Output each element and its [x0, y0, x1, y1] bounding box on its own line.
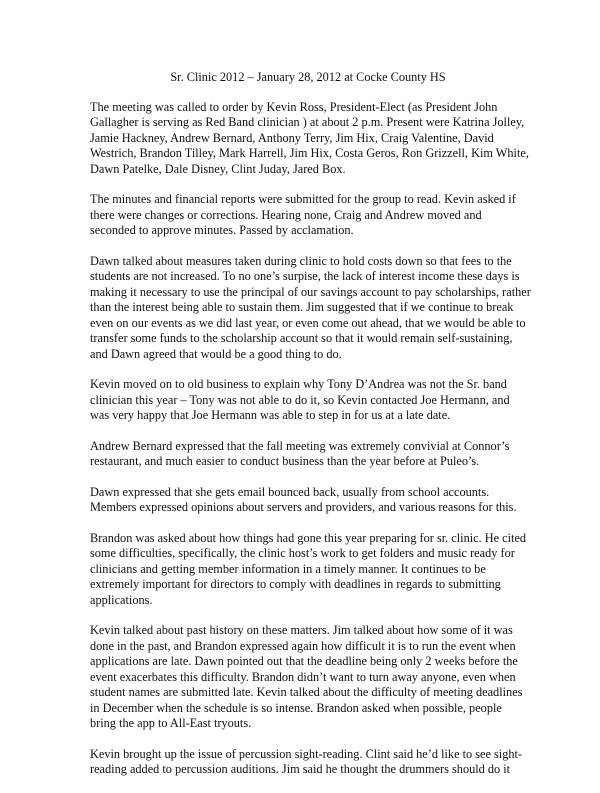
text-line: Westrich, Brandon Tilley, Mark Harrell, Jim Hix, Costa Geros, Ron Grizzell, Kim White, [90, 146, 529, 160]
text-line: Dawn expressed that she gets email bounced back, usually from school accounts. [90, 484, 490, 499]
text-line: student names are submitted late. Kevin talked about the difficulty of meeting deadlines [90, 685, 523, 699]
paragraph-9 [90, 746, 523, 778]
text-line: Kevin moved on to old business to explain why Tony D’Andrea was not the Sr. band [90, 377, 507, 391]
text-line: applications are late. Dawn pointed out that the deadline being only 2 weeks before the [90, 654, 518, 668]
text-line: than the interest being able to sustain them. Jim suggested that if we continue to break [90, 300, 514, 314]
text-line: bring the app to All-East tryouts. [90, 716, 252, 730]
text-line: Kevin talked about past history on these matters. Jim talked about how some of it was [90, 623, 513, 637]
document-page [90, 70, 531, 793]
text-line: Members expressed opinions about servers and providers, and various reasons for this. [90, 500, 517, 514]
document-body [90, 99, 531, 778]
text-line: clinician this year – Tony was not able to do it, so Kevin contacted Joe Hermann, and [90, 392, 510, 407]
paragraph-3 [90, 253, 531, 363]
text-line: making it necessary to use the principal of our savings account to pay scholarships, rather [90, 284, 531, 299]
text-line: Dawn Patelke, Dale Disney, Clint Juday, Jared Box. [90, 161, 346, 176]
text-line: The meeting was called to order by Kevin Ross, President-Elect (as President John [90, 99, 498, 114]
text-line: some difficulties, specifically, the clinic host’s work to get folders and music ready for [90, 546, 515, 560]
text-line: clinicians and getting member information in a timely manner. It continues to be [90, 561, 486, 576]
text-line: Andrew Bernard expressed that the fall meeting was extremely convivial at Connor’s [90, 438, 510, 453]
text-line: Gallagher is serving as Red Band clinician ) at about 2 p.m. Present were Katrina Jolley, [90, 115, 525, 129]
text-line: reading added to percussion auditions. Jim said he thought the drummers should do it [90, 762, 511, 776]
paragraph-7 [90, 530, 527, 609]
paragraph-1 [90, 99, 529, 178]
paragraph-2 [90, 192, 520, 239]
text-line: event exacerbates this difficulty. Brandon didn’t want to turn away anyone, even when [90, 669, 516, 684]
text-line: even on our events as we did last year, or even come out ahead, that we would be able to [90, 315, 526, 330]
text-line: and Dawn agreed that would be a good thing to do. [90, 346, 342, 361]
text-line: extremely important for directors to comply with deadlines in regards to submitting [90, 577, 501, 591]
paragraph-4 [90, 377, 520, 424]
text-line: restaurant, and much easier to conduct business than the year before at Puleo’s. [90, 454, 480, 468]
text-line: Jamie Hackney, Andrew Bernard, Anthony Terry, Jim Hix, Craig Valentine, David [90, 130, 494, 145]
text-line: students are not increased. To no one’s surpise, the lack of interest income these days is [90, 269, 520, 283]
text-line: was very happy that Joe Hermann was able to step in for us at a late date. [90, 408, 451, 422]
text-line: applications. [90, 592, 153, 607]
text-line: Brandon was asked about how things had gone this year preparing for sr. clinic. He cited [90, 530, 527, 545]
text-line: transfer some funds to the scholarship account so that it would remain self-sustaining, [90, 331, 513, 345]
text-line: Kevin brought up the issue of percussion sight-reading. Clint said he’d like to see sight- [90, 746, 523, 761]
page-title: Sr. Clinic 2012 – January 28, 2012 at Cocke County HS [170, 70, 446, 84]
text-line: Dawn talked about measures taken during clinic to hold costs down so that fees to the [90, 253, 512, 268]
paragraph-8 [90, 623, 523, 732]
text-line: The minutes and financial reports were submitted for the group to read. Kevin asked if [90, 192, 516, 206]
text-line: in December when the schedule is so intense. Brandon asked when possible, people [90, 700, 502, 715]
paragraph-6 [90, 485, 520, 516]
paragraph-5 [90, 439, 520, 470]
text-line: there were changes or corrections. Hearing none, Craig and Andrew moved and [90, 207, 482, 222]
text-line: seconded to approve minutes. Passed by acclamation. [90, 223, 354, 237]
text-line: done in the past, and Brandon expressed again how difficult it is to run the event when [90, 638, 516, 653]
